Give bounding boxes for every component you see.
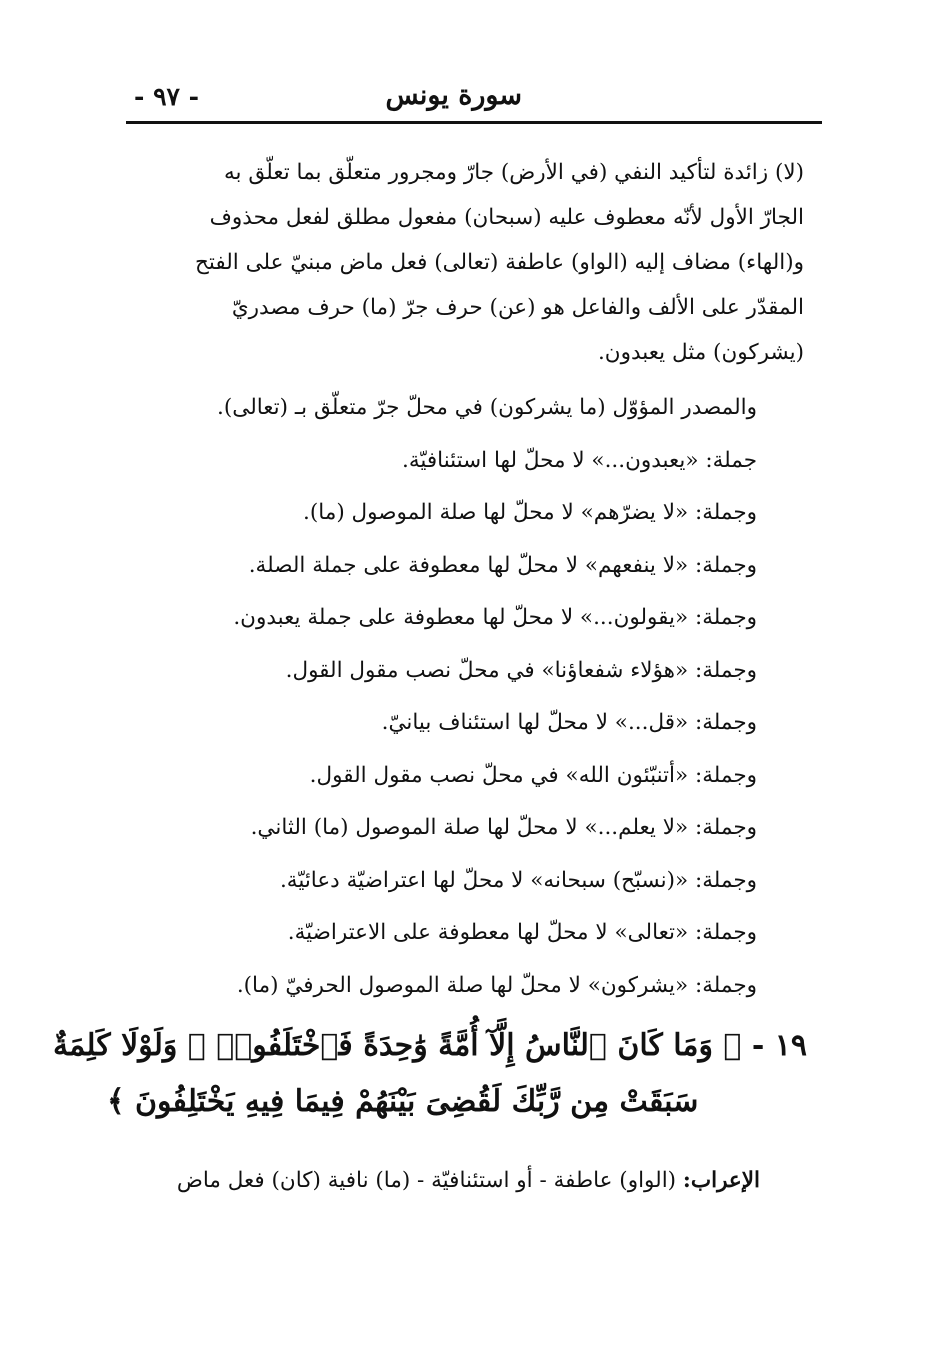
paragraph-line: الجارّ الأول لأنّه معطوف عليه (سبحان) مفعول مطلق لفعل محذوف (209, 205, 804, 230)
irab-line (120, 1159, 760, 1203)
clause-line: وجملة: «لا يضرّهم» لا محلّ لها صلة الموصول (ما). (303, 500, 757, 525)
clause-list (117, 385, 757, 1015)
clause-line: وجملة: «لا ينفعهم» لا محلّ لها معطوفة على جملة الصلة. (248, 552, 757, 578)
grammar-paragraph (129, 150, 804, 375)
clause-line: وجملة: «لا يعلم...» لا محلّ لها صلة الموصول (ما) الثاني. (250, 815, 757, 840)
quran-verse (53, 1020, 807, 1132)
page-number: - ٩٧ - (134, 82, 200, 111)
page-header (128, 78, 822, 118)
clause-line: جملة: «يعبدون...» لا محلّ لها استئنافيّة. (402, 447, 757, 473)
surah-title: سورة يونس (385, 80, 522, 111)
verse-line-1: ١٩ - ﴿ وَمَا كَانَ ٱلنَّاسُ إِلَّآ أُمَّةً وَٰحِدَةً فَٱخْتَلَفُوا۟ ۚ وَلَوْلَا كَلِمَةٌ (53, 1028, 807, 1063)
clause-line: وجملة: «أتنبّئون الله» في محلّ نصب مقول القول. (309, 762, 757, 788)
clause-line: والمصدر المؤوّل (ما يشركون) في محلّ جرّ متعلّق بـ (تعالى). (217, 395, 757, 420)
paragraph-line: (يشركون) مثل يعبدون. (597, 340, 804, 365)
header-rule (126, 121, 822, 124)
verse-line-2: سَبَقَتْ مِن رَّبِّكَ لَقُضِىَ بَيْنَهُمْ فِيمَا فِيهِ يَخْتَلِفُونَ ﴾ (107, 1084, 699, 1119)
paragraph-line: (لا) زائدة لتأكيد النفي (في الأرض) جارّ ومجرور متعلّق بما تعلّق به (223, 160, 804, 185)
irab-text: (الواو) عاطفة - أو استئنافيّة - (ما) نافية (كان) فعل ماض (176, 1168, 677, 1193)
clause-line: وجملة: «قل...» لا محلّ لها استئناف بيانيّ. (381, 710, 757, 735)
clause-line: وجملة: «(نسبّح) سبحانه» لا محلّ لها اعتراضيّة دعائيّة. (279, 867, 757, 893)
clause-line: وجملة: «تعالى» لا محلّ لها معطوفة على الاعتراضيّة. (287, 920, 757, 945)
paragraph-line: و(الهاء) مضاف إليه (الواو) عاطفة (تعالى) فعل ماض مبنيّ على الفتح (195, 250, 804, 275)
clause-line: وجملة: «هؤلاء شفعاؤنا» في محلّ نصب مقول القول. (285, 657, 757, 683)
paragraph-line: المقدّر على الألف والفاعل هو (عن) حرف جرّ (ما) حرف مصدريّ (231, 295, 804, 320)
clause-line: وجملة: «يشركون» لا محلّ لها صلة الموصول الحرفيّ (ما). (236, 972, 757, 998)
irab-label: الإعراب: (682, 1168, 760, 1193)
clause-line: وجملة: «يقولون...» لا محلّ لها معطوفة على جملة يعبدون. (233, 605, 757, 630)
